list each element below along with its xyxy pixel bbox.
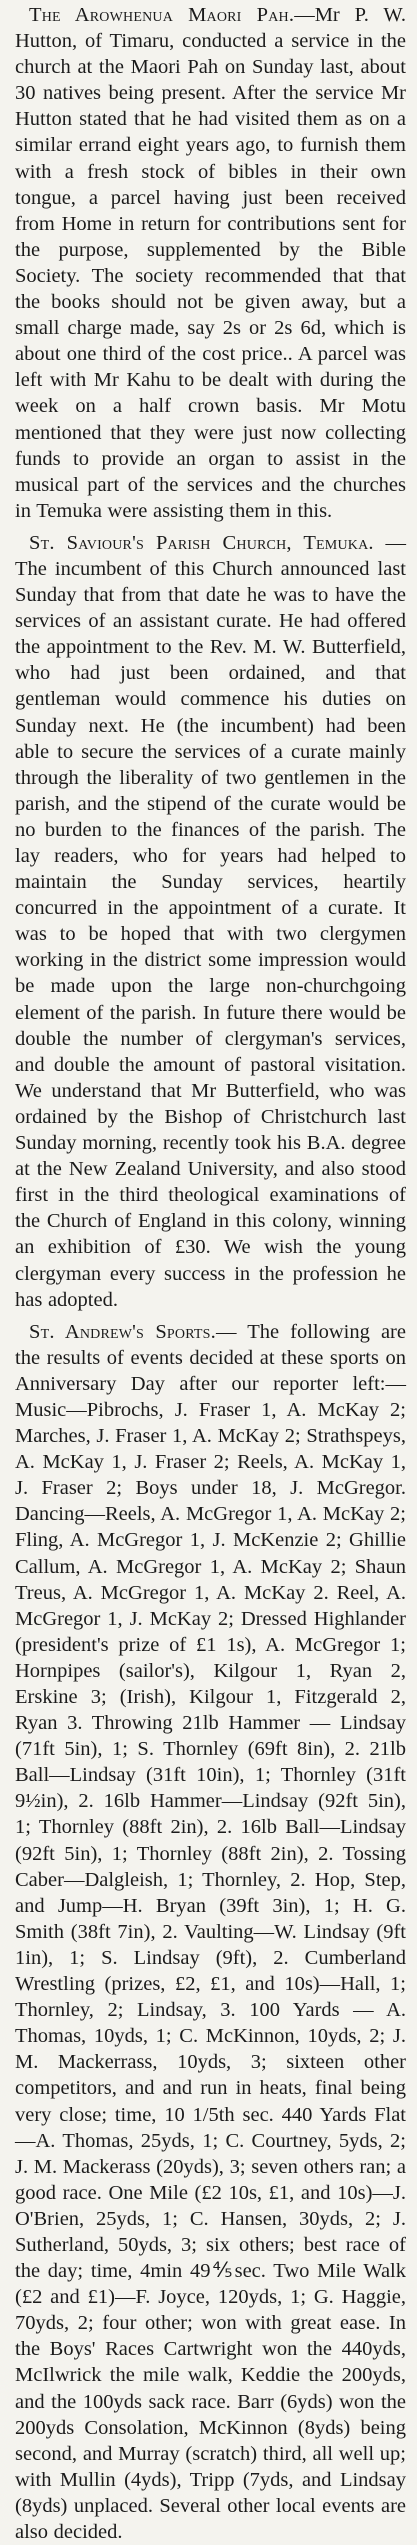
article-paragraph bbox=[15, 1319, 406, 2545]
article-paragraph bbox=[15, 530, 406, 1313]
article-body: — The following are the results of events decided at these sports on Anniversary Day after our reporter left:—Music—Pibrochs, J. Fraser 1, A. McKay 2; Marches, J. Fraser 1, A. McKay 2; Strathspeys, A. McKay 1, J. Fraser 2; Reels, A. McKay 1, J. Fraser 2; Boys under 18, J. McGregor. Dancing—Reels, A. McGregor 1, A. McKay 2; Fling, A. McGregor 1, J. McKenzie 2; Ghillie Callum, A. McGregor 1, A. McKay 2; Shaun Treus, A. McGregor 1, A. McKay 2. Reel, A. McGregor 1, J. McKay 2; Dressed Highlander (president's prize of £1 1s), A. McGregor 1; Hornpipes (sailor's), Kilgour 1, Ryan 2, Erskine 3; (Irish), Kilgour 1, Fitzgerald 2, Ryan 3. Throwing 21lb Hammer — Lindsay (71ft 5in), 1; S. Thornley (69ft 8in), 2. 21lb Ball—Lindsay (31ft 10in), 1; Thornley (31ft 9½in), 2. 16lb Hammer—Lindsay (92ft 5in), 1; Thornley (88ft 2in), 2. 16lb Ball—Lindsay (92ft 5in), 1; Thornley (88ft 2in), 2. Tossing Caber—Dalgleish, 1; Thornley, 2. Hop, Step, and Jump—H. Bryan (39ft 3in), 1; H. G. Smith (38ft 7in), 2. Vaulting—W. Lindsay (9ft 1in), 1; S. Lindsay (9ft), 2. Cumberland Wrestling (prizes, £2, £1, and 10s)—Hall, 1; Thornley, 2; Lindsay, 3. 100 Yards — A. Thomas, 10yds, 1; C. McKinnon, 10yds, 2; J. M. Mackerrass, 10yds, 3; sixteen other competitors, and and run in heats, final being very close; time, 10 1/5th sec. 440 Yards Flat—A. Thomas, 25yds, 1; C. Courtney, 5yds, 2; J. M. Mackerass (20yds), 3; seven others ran; a good race. One Mile (£2 10s, £1, and 10s)—J. O'Brien, 25yds, 1; C. Hansen, 30yds, 2; J. Sutherland, 50yds, 3; six others; best race of the day; time, 4min 49⅘sec. Two Mile Walk (£2 and £1)—F. Joyce, 120yds, 1; G. Haggie, 70yds, 2; four other; won with great ease. In the Boys' Races Cartwright won the 440yds, McIlwrick the mile walk, Keddie the 200yds, and the 100yds sack race. Barr (6yds) won the 200yds Consolation, McKinnon (8yds) being second, and Murray (scratch) third, all well up; with Mullin (4yds), Tripp (7yds, and Lindsay (8yds) unplaced. Several other local events are also decided. bbox=[15, 1320, 406, 2543]
article-arowhenua bbox=[15, 2, 406, 524]
article-heading: The Arowhenua Maori Pah. bbox=[29, 4, 295, 26]
article-heading: St. Saviour's Parish Church, Temuka. bbox=[29, 531, 374, 554]
article-st-andrews-sports bbox=[15, 1319, 406, 2545]
article-st-saviours bbox=[15, 530, 406, 1313]
article-body: — The incumbent of this Church announced last Sunday that from that date he was to have the services of an assistant curate. He had offered the appointment to the Rev. M. W. Butterfield, who had just been ordained, and that gentleman would commence his duties on Sunday next. He (the incumbent) had been able to secure the services of a curate mainly through the liberality of two gentlemen in the parish, and the stipend of the curate would be no burden to the finances of the parish. The lay readers, who for years had helped to maintain the Sunday services, heartily concurred in the appointment of a curate. It was to be hoped that with two clergymen working in the district some impression would be made upon the large non-churchgoing element of the parish. In future there would be double the number of clergyman's services, and double the amount of pastoral visitation. We understand that Mr Butterfield, who was ordained by the Bishop of Christchurch last Sunday morning, recently took his B.A. degree at the New Zealand University, and also stood first in the third theological examinations of the Church of England in this colony, winning an exhibition of £30. We wish the young clergyman every success in the profession he has adopted. bbox=[15, 531, 406, 1311]
article-heading: St. Andrew's Sports. bbox=[29, 1320, 216, 1343]
article-paragraph bbox=[15, 2, 406, 524]
article-body: —Mr P. W. Hutton, of Timaru, conducted a service in the church at the Maori Pah on Sunday last, about 30 natives being present. After the service Mr Hutton stated that he had visited them as on a similar errand eight years ago, to furnish them with a fresh stock of bibles in their own tongue, a parcel having just been received from Home in return for contributions sent for the purpose, supplemented by the Bible Society. The society recommended that that the books should not be given away, but a small charge made, say 2s or 2s 6d, which is about one third of the cost price.. A parcel was left with Mr Kahu to be dealt with during the week on a half crown basis. Mr Motu mentioned that they were just now collecting funds to provide an organ to assist in the musical part of the services and the churches in Temuka were assisting them in this. bbox=[15, 4, 406, 522]
